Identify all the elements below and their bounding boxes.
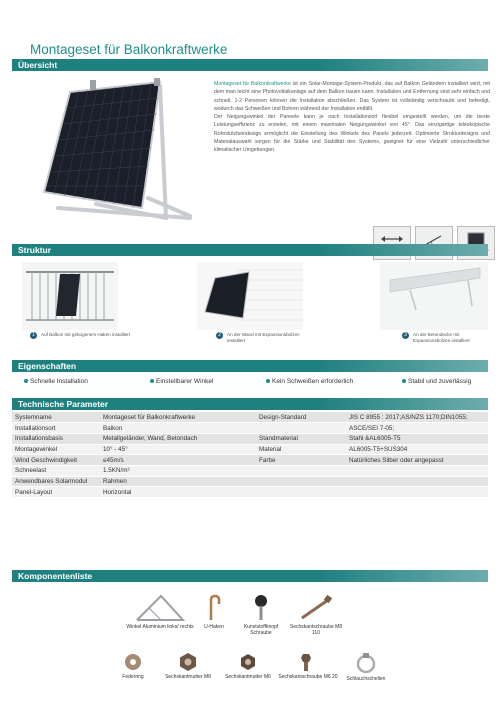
tech-row [12, 465, 488, 476]
hex-nut-icon [178, 652, 198, 672]
component-label: Schlauchschellen [346, 676, 386, 682]
component-label: U-Haken [204, 624, 224, 630]
component-label: Sechskantschraube M8 110 [289, 624, 343, 636]
property-item: Stabil und zuverlässig [402, 378, 471, 385]
page-title: Montageset für Balkonkraftwerke [30, 42, 228, 57]
tech-cell [346, 487, 488, 498]
bullet-icon [150, 379, 154, 383]
tech-row [12, 423, 488, 434]
balcony-railing-image [22, 262, 118, 330]
section-components-header: Komponentenliste [12, 570, 488, 582]
tech-row [12, 455, 488, 466]
hex-nut-small-icon [239, 652, 257, 672]
component-item [236, 594, 286, 636]
component-item [160, 652, 216, 680]
component-item [110, 652, 156, 680]
tech-cell: ≤45m/s [100, 455, 256, 466]
tech-cell [256, 487, 346, 498]
hose-clamp-icon [355, 652, 377, 674]
spring-washer-icon [123, 652, 143, 672]
tech-cell: Montagewinkel [12, 444, 100, 455]
tech-parameter-table [12, 412, 488, 498]
component-label: Sechskantschraube M6 20 [278, 674, 338, 680]
tech-row [12, 444, 488, 455]
component-item [336, 652, 396, 682]
tech-cell [256, 465, 346, 476]
structure-caption-text: An der Betondecke mit Expansionsbolzen installiert [413, 332, 470, 343]
tech-cell [256, 476, 346, 487]
component-item [120, 594, 200, 630]
tech-cell: Rahmen [100, 476, 256, 487]
tech-cell: Balkon [100, 423, 256, 434]
tech-cell: Installationsort [12, 423, 100, 434]
section-overview-header: Übersicht [12, 59, 488, 71]
tech-cell [346, 465, 488, 476]
tech-cell: 10° - 45° [100, 444, 256, 455]
step-number: 3 [402, 332, 409, 339]
property-item: Einstellbarer Winkel [150, 378, 213, 385]
component-label: Sechskantmutter M6 [225, 674, 271, 680]
step-number: 2 [216, 332, 223, 339]
components-grid [110, 590, 410, 700]
property-item: Kein Schweißen erforderlich [266, 378, 353, 385]
hex-bolt-icon [298, 594, 334, 622]
tech-cell: AL6005-T5+SUS304 [346, 444, 488, 455]
overview-text [214, 80, 490, 155]
overview-highlight: Montageset für Balkonkraftwerke [214, 81, 291, 87]
tech-cell: Natürliches Silber oder angepasst [346, 455, 488, 466]
hex-bolt-small-icon [297, 652, 319, 672]
tech-cell: Anwendbares Solarmodul [12, 476, 100, 487]
tech-row [12, 412, 488, 423]
tech-cell: Standmaterial [256, 433, 346, 444]
tech-cell: Design-Standard [256, 412, 346, 423]
tech-cell: Metallgeländer, Wand, Betondach [100, 433, 256, 444]
tech-row [12, 433, 488, 444]
component-item [278, 652, 338, 680]
structure-caption-text: Auf Balkon mit gebogenem Haken installiert [41, 332, 131, 337]
component-label: Federring [122, 674, 144, 680]
tech-cell: JIS C 8955 : 2017;AS/NZS 1170;DIN1055; [346, 412, 488, 423]
tech-cell: Wind Geschwindigkeit [12, 455, 100, 466]
tech-row [12, 476, 488, 487]
bullet-icon [24, 379, 28, 383]
telescopic-arrow-icon [381, 235, 403, 243]
structure-caption-2 [216, 332, 306, 343]
component-label: Winkel Aluminium links/ rechts [126, 624, 194, 630]
tech-cell: Montageset für Balkonkraftwerke [100, 412, 256, 423]
overview-paragraph-1: ist ein Solar-Montage-System-Produkt, das auf Balkon Geländern installiert wird, mit dem man leicht eine Photovoltaikanlage auf dem Balkon bauen kann. Installation und Entfernung sind sehr einfach und schnell, 1-2 Personen können die Installation abschließen. Das System ist vollständig verschraubt und befestigt, wodurch das Schweißen und Bohren während der Installation entfällt. [214, 81, 490, 112]
step-number: 1 [30, 332, 37, 339]
component-item [286, 594, 346, 636]
component-item [220, 652, 276, 680]
tech-cell: Material [256, 444, 346, 455]
tech-cell [256, 423, 346, 434]
tech-cell: Farbe [256, 455, 346, 466]
bullet-icon [402, 379, 406, 383]
component-item [194, 594, 234, 630]
wall-mount-image [197, 262, 303, 330]
overview-paragraph-2: Der Neigungswinkel der Paneele kann je nach Installationsort flexibel eingestellt werden, um die beste Leistungseffizienz zu erzielen, mit einem maximalen Neigungswinkel von 45°. Das einzigartige teleskopische Rohrstützbeindesign ermöglicht die Einstellung des Winkels des Panels jederzeit. Optimierte Strukturdesigns und Materialauswahl sorgen für die Stärke und Stabilität des Systems, geeignet für eine Vielzahl unterschiedlicher klimatischer Umgebungen. [214, 114, 490, 154]
structure-caption-1 [30, 332, 140, 339]
section-properties-header: Eigenschaften [12, 360, 488, 372]
tech-cell: Stahl &AL6005-T5 [346, 433, 488, 444]
component-label: Kunststoffknopf Schraube [243, 624, 279, 636]
concrete-roof-image [380, 262, 488, 330]
tech-cell: Horizontal [100, 487, 256, 498]
tech-cell: 1.5KN/m² [100, 465, 256, 476]
angle-bracket-icon [135, 594, 185, 622]
tech-cell: Systemname [12, 412, 100, 423]
component-label: Sechskantmutter M8 [165, 674, 211, 680]
section-structure-header: Struktur [12, 244, 488, 256]
tech-cell [346, 476, 488, 487]
section-tech-header: Technische Parameter [12, 398, 488, 410]
property-item: Schnelle Installation [24, 378, 88, 385]
knob-screw-icon [253, 594, 269, 622]
structure-caption-3 [402, 332, 492, 343]
tech-cell: Schneelast [12, 465, 100, 476]
solar-panel-mount-illustration [30, 78, 202, 228]
tech-cell: ASCE/SEI 7-05; [346, 423, 488, 434]
tech-row [12, 487, 488, 498]
tech-cell: Panel-Layout [12, 487, 100, 498]
structure-caption-text: An der Wand mit Expansionsbolzen installiert [227, 332, 300, 343]
tech-cell: Installationsbasis [12, 433, 100, 444]
bullet-icon [266, 379, 270, 383]
u-hook-icon [207, 594, 221, 622]
